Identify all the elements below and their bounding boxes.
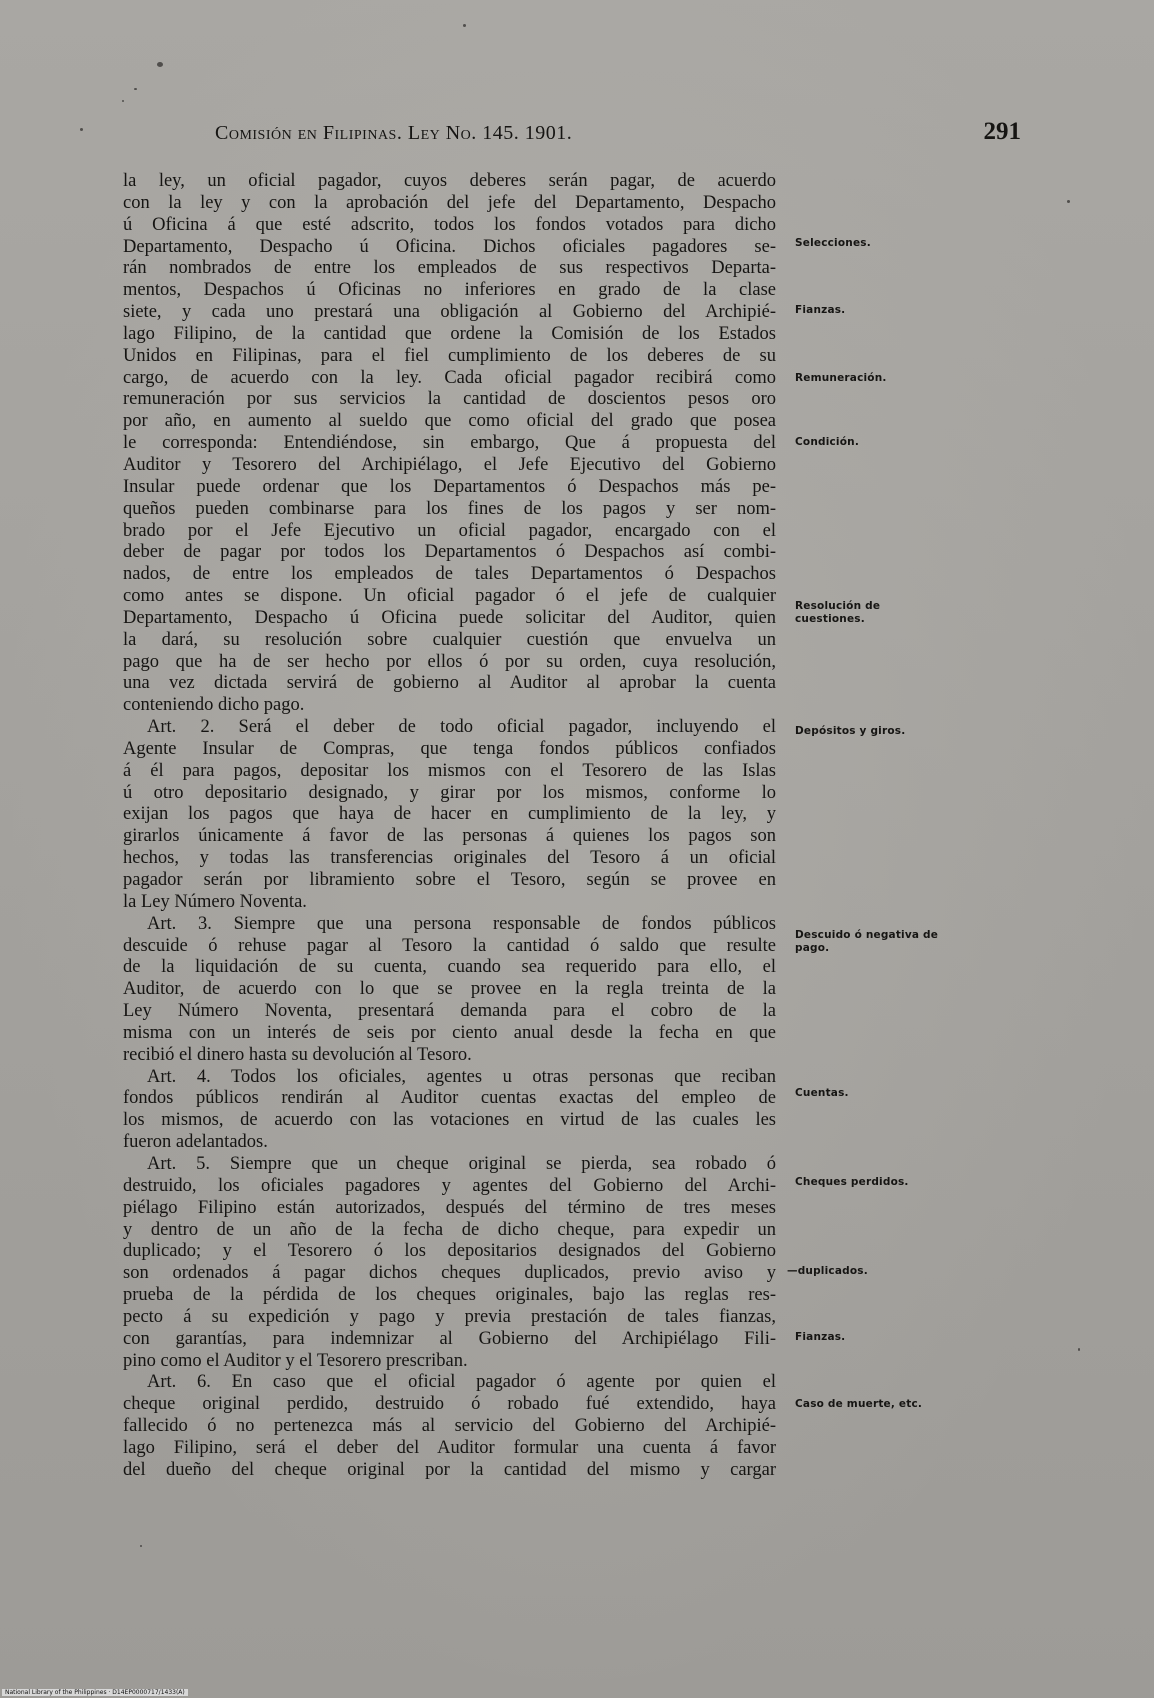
text-line: de la liquidación de su cuenta, cuando sea requerido para ello, el	[123, 957, 776, 978]
text-line: pino como el Auditor y el Tesorero prescriban.	[123, 1350, 468, 1371]
running-head: Comisión en Filipinas. Ley No. 145. 1901.	[215, 122, 573, 144]
text-line: del dueño del cheque original por la cantidad del mismo y cargar	[123, 1459, 776, 1480]
text-line: destruido, los oficiales pagadores y agentes del Gobierno del Archi-	[123, 1175, 776, 1196]
text-line: remuneración por sus servicios la cantidad de doscientos pesos oro	[123, 389, 776, 410]
ink-speck	[140, 1545, 142, 1547]
text-line: con garantías, para indemnizar al Gobierno del Archipiélago Fili-	[123, 1328, 776, 1349]
text-line: Departamento, Despacho ú Oficina. Dichos oficiales pagadores se-	[123, 236, 776, 257]
text-line: fueron adelantados.	[123, 1132, 268, 1153]
text-line: la dará, su resolución sobre cualquier cuestión que envuelva un	[123, 629, 776, 650]
text-line: la Ley Número Noventa.	[123, 891, 307, 912]
text-line: fallecido ó no pertenezca más al servicio del Gobierno del Archipié-	[123, 1416, 776, 1437]
text-line: duplicado; y el Tesorero ó los depositarios designados del Gobierno	[123, 1241, 776, 1262]
margin-note-remuneracion: Remuneración.	[795, 372, 887, 384]
text-line: pecto á su expedición y pago y previa prestación de tales fianzas,	[123, 1306, 776, 1327]
text-line: son ordenados á pagar dichos cheques duplicados, previo aviso y	[123, 1263, 776, 1284]
text-line: con la ley y con la aprobación del jefe del Departamento, Despacho	[123, 192, 776, 213]
article-start-line: Art. 3. Siempre que una persona responsable de fondos públicos	[147, 913, 776, 934]
margin-note-cuentas: Cuentas.	[795, 1087, 849, 1099]
margin-note-resolucion: Resolución de cuestiones.	[795, 600, 881, 625]
text-line: prueba de la pérdida de los cheques originales, bajo las reglas res-	[123, 1285, 776, 1306]
text-line: misma con un interés de seis por ciento anual desde la fecha en que	[123, 1022, 776, 1043]
text-line: descuide ó rehuse pagar al Tesoro la cantidad ó saldo que resulte	[123, 935, 776, 956]
text-line: recibió el dinero hasta su devolución al Tesoro.	[123, 1044, 472, 1065]
article-start-line: Art. 5. Siempre que un cheque original se pierda, sea robado ó	[147, 1153, 776, 1174]
text-line: nados, de entre los empleados de tales Departamentos ó Despachos	[123, 564, 776, 585]
margin-note-duplicados: —duplicados.	[787, 1265, 868, 1277]
text-line: fondos públicos rendirán al Auditor cuentas exactas del empleo de	[123, 1088, 776, 1109]
footer-credit: National Library of the Philippines · D14EP0000717/1433(A)	[2, 1689, 188, 1696]
text-line: Auditor, de acuerdo con lo que se provee en la regla treinta de la	[123, 979, 776, 1000]
text-line: como antes se dispone. Un oficial pagador ó el jefe de cualquier	[123, 586, 776, 607]
text-line: por año, en aumento al sueldo que como oficial del grado que posea	[123, 411, 776, 432]
article-start-line: Art. 6. En caso que el oficial pagador ó agente por quien el	[147, 1372, 776, 1393]
margin-note-caso-muerte: Caso de muerte, etc.	[795, 1398, 923, 1410]
margin-note-fianzas: Fianzas.	[795, 304, 846, 316]
margin-note-fianzas-2: Fianzas.	[795, 1331, 846, 1343]
text-line: Departamento, Despacho ú Oficina puede solicitar del Auditor, quien	[123, 607, 776, 628]
text-line: hechos, y todas las transferencias originales del Tesoro á un oficial	[123, 848, 776, 869]
text-line: ú Oficina á que esté adscrito, todos los fondos votados para dicho	[123, 214, 776, 235]
text-line: deber de pagar por todos los Departamentos ó Despachos así combi-	[123, 542, 776, 563]
text-line: pago que ha de ser hecho por ellos ó por su orden, cuya resolución,	[123, 651, 776, 672]
margin-note-depositos: Depósitos y giros.	[795, 725, 906, 737]
body-text	[123, 171, 776, 1482]
margin-note-cheques-perdidos: Cheques perdidos.	[795, 1176, 909, 1188]
text-line: girarlos únicamente á favor de las personas á quienes los pagos son	[123, 826, 776, 847]
article-start-line: Art. 2. Será el deber de todo oficial pagador, incluyendo el	[147, 717, 776, 738]
ink-speck	[1067, 200, 1070, 203]
text-line: la ley, un oficial pagador, cuyos deberes serán pagar, de acuerdo	[123, 171, 776, 191]
text-line: lago Filipino, de la cantidad que ordene la Comisión de los Estados	[123, 323, 776, 344]
text-line: siete, y cada uno prestará una obligación al Gobierno del Archipié-	[123, 302, 776, 323]
text-line: conteniendo dicho pago.	[123, 695, 305, 716]
text-line: brado por el Jefe Ejecutivo un oficial pagador, encargado con el	[123, 520, 776, 541]
text-line: ú otro depositario designado, y girar por los mismos, conforme lo	[123, 782, 776, 803]
text-line: exijan los pagos que haya de hacer en cumplimiento de la ley, y	[123, 804, 776, 825]
text-line: á él para pagos, depositar los mismos con el Tesorero de las Islas	[123, 760, 776, 781]
ink-speck	[122, 100, 124, 102]
text-line: mentos, Despachos ú Oficinas no inferiores en grado de la clase	[123, 280, 776, 301]
text-line: los mismos, de acuerdo con las votaciones en virtud de las cuales les	[123, 1110, 776, 1131]
text-line: Unidos en Filipinas, para el fiel cumplimiento de los deberes de su	[123, 345, 776, 366]
text-line: queños pueden combinarse para los fines de los pagos y ser nom-	[123, 498, 776, 519]
text-line: cheque original perdido, destruido ó robado fué extendido, haya	[123, 1394, 776, 1415]
page-header	[215, 118, 1025, 150]
text-line: una vez dictada servirá de gobierno al Auditor al aprobar la cuenta	[123, 673, 776, 694]
margin-note-descuido: Descuido ó negativa de pago.	[795, 929, 939, 954]
text-line: rán nombrados de entre los empleados de sus respectivos Departa-	[123, 258, 776, 279]
text-line: Agente Insular de Compras, que tenga fondos públicos confiados	[123, 738, 776, 759]
ink-speck	[463, 24, 466, 27]
ink-speck	[1078, 1348, 1080, 1351]
page-number: 291	[983, 118, 1021, 145]
margin-note-selecciones: Selecciones.	[795, 237, 871, 249]
text-line: lago Filipino, será el deber del Auditor formular una cuenta á favor	[123, 1437, 776, 1458]
ink-speck	[157, 62, 163, 67]
margin-note-condicion: Condición.	[795, 436, 860, 448]
text-line: Insular puede ordenar que los Departamentos ó Despachos más pe-	[123, 476, 776, 497]
text-line: cargo, de acuerdo con la ley. Cada oficial pagador recibirá como	[123, 367, 776, 388]
text-line: le corresponda: Entendiéndose, sin embargo, Que á propuesta del	[123, 433, 776, 454]
text-line: pagador serán por libramiento sobre el Tesoro, según se provee en	[123, 870, 776, 890]
text-line: Ley Número Noventa, presentará demanda para el cobro de la	[123, 1001, 776, 1022]
article-start-line: Art. 4. Todos los oficiales, agentes u otras personas que reciban	[147, 1066, 776, 1087]
ink-speck	[80, 128, 83, 131]
text-line: y dentro de un año de la fecha de dicho cheque, para expedir un	[123, 1219, 776, 1240]
text-line: piélago Filipino están autorizados, después del término de tres meses	[123, 1197, 776, 1218]
text-line: Auditor y Tesorero del Archipiélago, el Jefe Ejecutivo del Gobierno	[123, 454, 776, 475]
ink-speck	[134, 88, 137, 90]
